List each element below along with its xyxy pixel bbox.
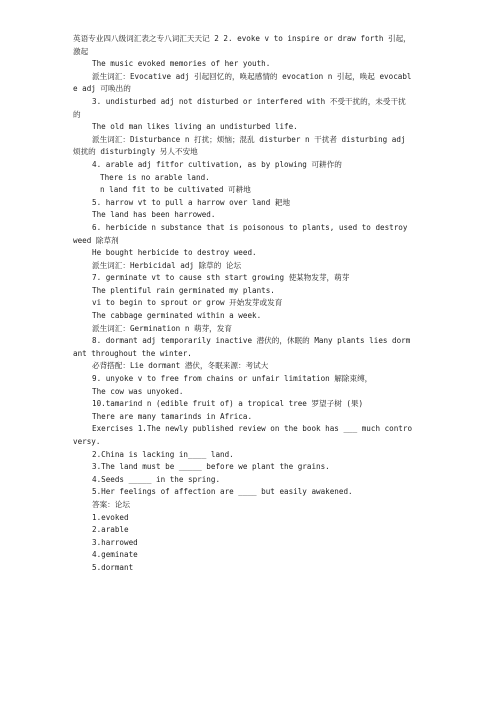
- exercise-item: 5.Her feelings of affection are ____ but easily awakened.: [92, 487, 353, 497]
- example-sentence: The music evoked memories of her youth.: [92, 59, 271, 69]
- example-sentence: The cabbage germinated within a week.: [92, 311, 262, 321]
- example-sentence: There are many tamarinds in Africa.: [92, 411, 253, 421]
- example-sentence: The cow was unyoked.: [92, 386, 184, 396]
- exercise-item: 4.Seeds _____ in the spring.: [92, 474, 221, 484]
- vocab-definition: vi to begin to sprout or grow 开始发芽或发育: [92, 298, 283, 308]
- example-sentence: The land has been harrowed.: [92, 210, 216, 220]
- derived-words: 派生词汇：Germination n 萌芽，发育: [92, 323, 232, 333]
- document-body: [73, 33, 413, 575]
- answer-item: 1.evoked: [92, 512, 129, 522]
- vocab-definition: n land fit to be cultivated 可耕地: [100, 185, 251, 195]
- answer-heading: 答案：论坛: [92, 499, 130, 509]
- derived-words: 派生词汇：Disturbance n 打扰；烦恼；混乱 disturber n 干扰者 disturbing adj 烦扰的 disturbingly 另人不安地: [73, 134, 406, 157]
- exercise-item: 3.The land must be _____ before we plant the grains.: [92, 462, 330, 472]
- example-sentence: The plentiful rain germinated my plants.: [92, 285, 275, 295]
- vocab-entry: 10.tamarind n (edible fruit of) a tropical tree 罗望子树 (果): [92, 399, 364, 409]
- example-sentence: The old man likes living an undisturbed life.: [92, 122, 298, 132]
- derived-words: 派生词汇：Evocative adj 引起回忆的，唤起感情的 evocation n 引起，唤起 evocable adj 可唤出的: [73, 71, 412, 94]
- vocab-entry: 3. undisturbed adj not disturbed or interfered with 不受干扰的，未受干扰的: [73, 96, 406, 119]
- vocab-entry: 5. harrow vt to pull a harrow over land 耙地: [92, 197, 291, 207]
- exercise-item: Exercises 1.The newly published review on the book has ___ much controversy.: [73, 424, 413, 446]
- answer-item: 2.arable: [92, 525, 129, 535]
- vocab-entry: 8. dormant adj temporarily inactive 潜伏的，休眠的 Many plants lies dormant throughout the winter.: [73, 336, 411, 358]
- vocab-entry: 6. herbicide n substance that is poisonous to plants, used to destroy weed 除草剂: [73, 222, 408, 245]
- answer-item: 4.geminate: [92, 550, 138, 560]
- answer-item: 5.dormant: [92, 562, 134, 572]
- answer-item: 3.harrowed: [92, 537, 138, 547]
- exercise-item: 2.China is lacking in____ land.: [92, 449, 234, 459]
- vocab-entry: 9. unyoke v to free from chains or unfair limitation 解除束缚，: [92, 374, 373, 384]
- vocab-entry: 7. germinate vt to cause sth start growing 使某物发芽，萌芽: [92, 273, 350, 283]
- collocation: 必背搭配：Lie dormant 潜伏，冬眠来源：考试大: [92, 361, 269, 371]
- document-line-title: 英语专业四八级词汇表之专八词汇天天记 2 2. evoke v to inspire or draw forth 引起，激起: [73, 34, 411, 56]
- example-sentence: He bought herbicide to destroy weed.: [92, 248, 257, 258]
- vocab-entry: 4. arable adj fitfor cultivation, as by plowing 可耕作的: [92, 159, 342, 169]
- derived-words: 派生词汇：Herbicidal adj 除草的 论坛: [92, 260, 242, 270]
- example-sentence: There is no arable land.: [100, 172, 210, 182]
